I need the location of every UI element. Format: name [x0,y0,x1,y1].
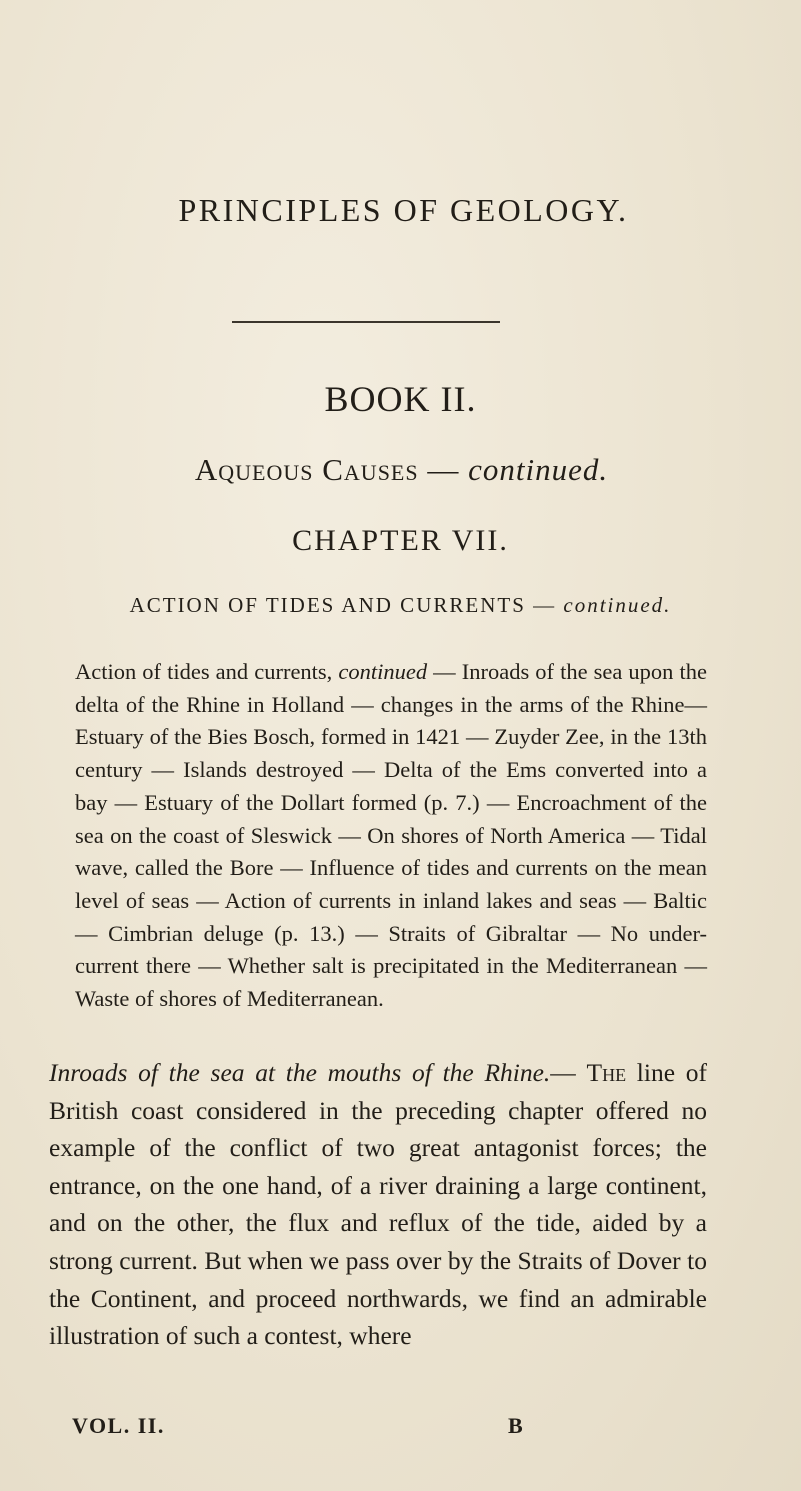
running-title: PRINCIPLES OF GEOLOGY. [178,192,629,228]
book-heading: BOOK II. [324,379,477,419]
section-heading [0,452,801,488]
chapter-heading: CHAPTER VII. [292,524,509,557]
chapter-title [0,593,801,618]
paragraph-dash: — [550,1058,587,1087]
section-continued: continued. [468,452,609,487]
section-title: Aqueous Causes [194,452,419,487]
chapter-summary [75,656,707,1016]
paragraph-text: line of British coast considered in the preceding chapter offered no example of the conflict of two great antagonist forces; the entrance, on the one hand, of a river draining a large continent, and on the other, the flux and reflux of the tide, aided by a strong current. But when we pass over by the Straits of Dover to the Continent, and proceed northwards, we find an admirable illustration of such a contest, where [49,1058,708,1351]
title-rule [232,321,500,323]
body-paragraph [49,1054,707,1355]
paragraph-first-word: The [586,1058,627,1087]
chapter-title-text: ACTION OF TIDES AND CURRENTS — [129,593,564,617]
volume-label: VOL. II. [72,1413,165,1438]
summary-lead: Action of tides and currents, [75,659,339,684]
summary-text: — Inroads of the sea upon the delta of the Rhine in Holland — changes in the arms of the Rhine— Estuary of the Bies Bosch, formed in 1421 — Zuyder Zee, in the 13th century — Islands destroyed — Delta of the Ems converted into a bay — Estuary of the Dollart formed (p. 7.) — Encroachment of the sea on the coast of Sleswick — On shores of North America — Tidal wave, called the Bore — Influence of tides and currents on the mean level of seas — Action of currents in inland lakes and seas — Baltic — Cimbrian deluge (p. 13.) — Straits of Gibraltar — No under-current there — Whether salt is precipitated in the Mediterranean — Waste of shores of Mediterranean. [75,659,707,1012]
section-dash: — [418,452,469,487]
signature-mark: B [508,1413,525,1438]
chapter-title-continued: continued. [563,593,672,617]
paragraph-heading: Inroads of the sea at the mouths of the Rhine. [49,1058,551,1087]
summary-lead-italic: continued [338,659,428,684]
